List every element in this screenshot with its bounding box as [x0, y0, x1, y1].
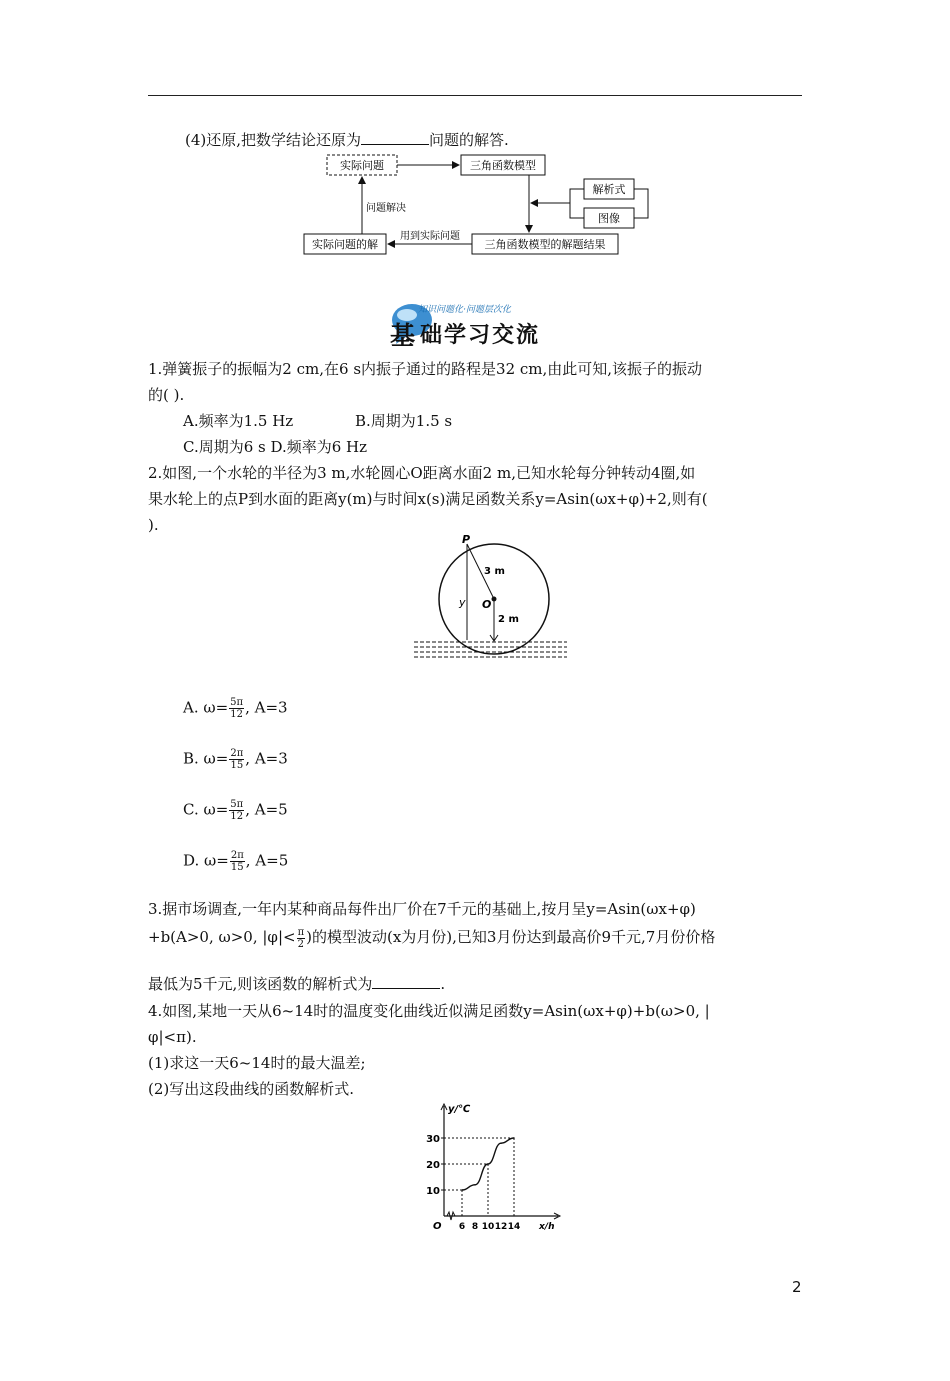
data-point: [461, 1189, 463, 1191]
y-tick-label: 20: [426, 1160, 440, 1171]
q4-sub1: (1)求这一天6~14时的最大温差;: [148, 1054, 366, 1072]
q1-option-b: B.周期为1.5 s: [355, 412, 453, 430]
q2-line2: 果水轮上的点P到水面的距离y(m)与时间x(s)满足函数关系y=Asin(ωx+φ)+2,则有(: [148, 490, 708, 508]
q4-line2: φ|<π).: [148, 1028, 197, 1046]
q2-option-b: B. ω= $\frac{2\pi}{15}$ , A=3: [183, 748, 288, 771]
modeling-flowchart: [300, 150, 655, 258]
x-tick-label: 6: [458, 1222, 466, 1230]
flow-trig-result: 三角函数模型的解题结果: [484, 238, 606, 251]
answer-blank: [361, 130, 429, 145]
banner-title: 础学习交流: [420, 323, 541, 348]
label-O: O: [482, 598, 492, 611]
data-point: [487, 1163, 489, 1165]
x-tick-label: 12: [494, 1222, 508, 1230]
y-tick-label: 10: [426, 1186, 440, 1197]
q4-sub2: (2)写出这段曲线的函数解析式.: [148, 1080, 355, 1098]
data-point: [474, 1184, 476, 1186]
x-tick-label: 14: [507, 1222, 521, 1230]
q3-line1: 3.据市场调查,一年内某种商品每件出厂价在7千元的基础上,按月呈y=Asin(ωx+φ): [148, 900, 696, 918]
q1-option-cd: C.周期为6 s D.频率为6 Hz: [183, 438, 368, 456]
flow-actual-problem: 实际问题: [340, 159, 384, 172]
q3-line3: 最低为5千元,则该函数的解析式为 .: [148, 975, 446, 993]
banner-subtitle: 知识问题化·问题层次化: [418, 305, 511, 315]
q1-option-a: A.频率为1.5 Hz: [183, 412, 294, 430]
x-tick-label: 8: [471, 1222, 479, 1230]
q3-line2: +b(A>0, ω>0, |φ|< $\frac{\pi}{2}$ )的模型波动(x为月份),已知3月份达到最高价9千元,7月份价格: [148, 926, 716, 950]
y-axis-label: y/℃: [448, 1104, 471, 1115]
waterwheel-figure: [412, 532, 572, 662]
q2-line3: ).: [148, 516, 159, 534]
label-y: y: [459, 596, 466, 609]
q1-line2: 的( ).: [148, 386, 185, 404]
q2-option-c: C. ω= $\frac{5\pi}{12}$ , A=5: [183, 799, 288, 822]
flow-graph: 图像: [598, 212, 620, 225]
flow-apply-label: 用到实际问题: [400, 231, 460, 242]
label-radius: 3 m: [484, 566, 505, 577]
section-banner: [390, 300, 580, 348]
label-P: P: [462, 533, 471, 546]
q2-line1: 2.如图,一个水轮的半径为3 m,水轮圆心O距离水面2 m,已知水轮每分钟转动4圈,如: [148, 464, 696, 482]
page-number: 2: [792, 1278, 802, 1296]
q4-line1: 4.如图,某地一天从6~14时的温度变化曲线近似满足函数y=Asin(ωx+φ)+b(ω>0, |: [148, 1002, 710, 1020]
flow-analytic: 解析式: [592, 183, 626, 196]
flow-actual-solution: 实际问题的解: [312, 238, 378, 251]
x-tick-label: 10: [481, 1222, 495, 1230]
y-tick-label: 30: [426, 1134, 440, 1145]
origin-label: O: [433, 1221, 442, 1230]
banner-big-char: 基: [390, 321, 418, 350]
flow-trig-model: 三角函数模型: [470, 159, 536, 172]
x-axis-label: x/h: [539, 1222, 555, 1230]
data-point: [513, 1137, 515, 1139]
data-point: [500, 1142, 502, 1144]
flow-solve-label: 问题解决: [366, 203, 406, 214]
step4-text: (4)还原,把数学结论还原为 问题的解答.: [185, 131, 509, 149]
label-distance: 2 m: [498, 614, 519, 625]
temperature-chart: [420, 1100, 570, 1230]
q3-answer-blank: [372, 974, 440, 989]
header-rule: [148, 95, 802, 96]
q2-option-a: A. ω= $\frac{5\pi}{12}$ , A=3: [183, 697, 288, 720]
q2-option-d: D. ω= $\frac{2\pi}{15}$ , A=5: [183, 850, 289, 873]
q1-line1: 1.弹簧振子的振幅为2 cm,在6 s内振子通过的路程是32 cm,由此可知,该振子的振动: [148, 360, 703, 378]
